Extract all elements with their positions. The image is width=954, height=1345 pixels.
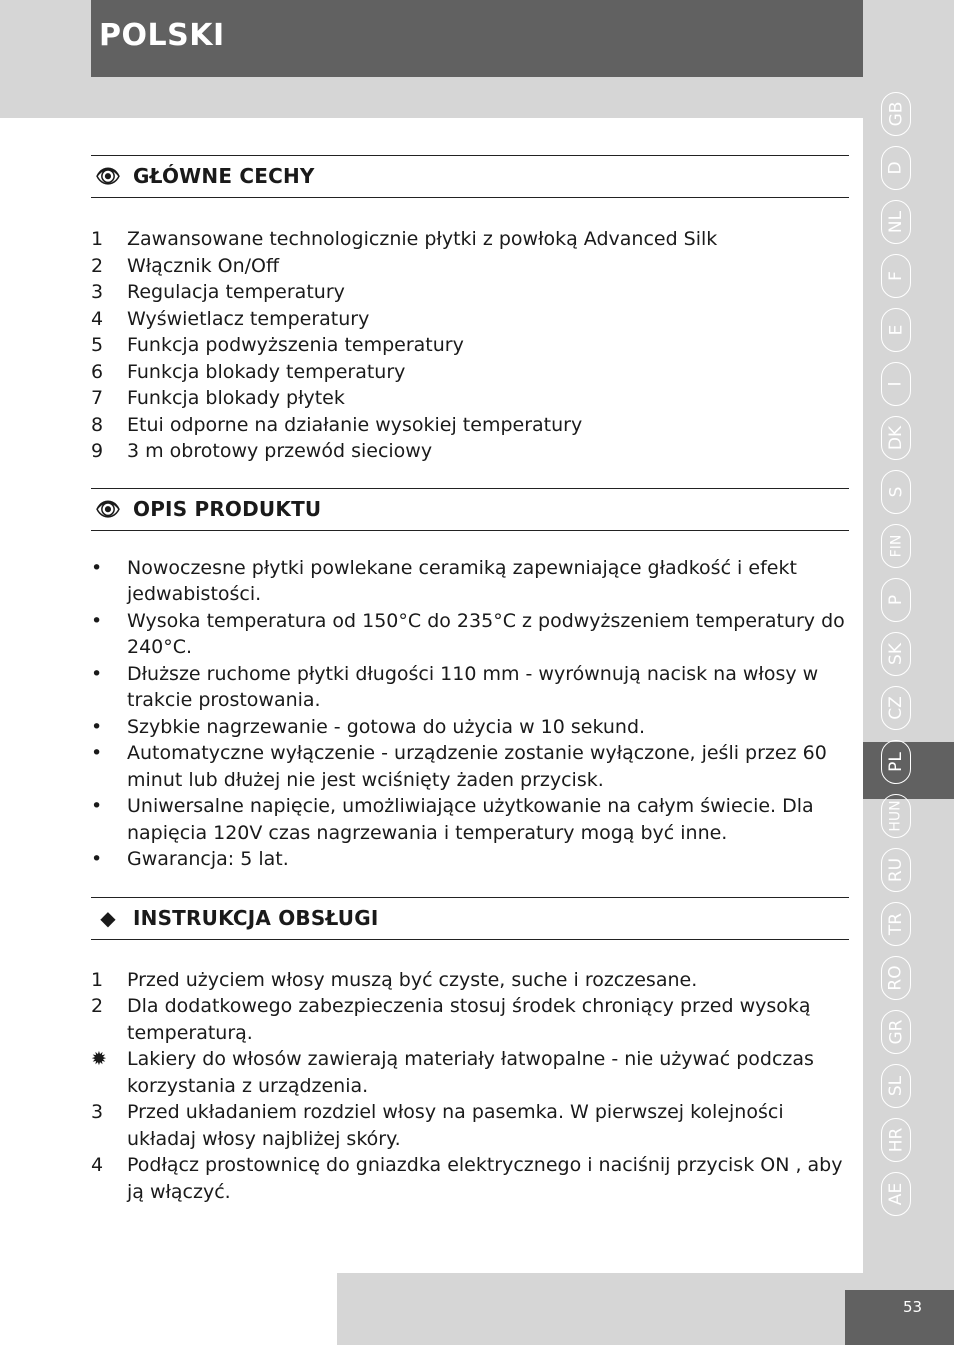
list-item: [91, 359, 849, 386]
tab-label: GB: [886, 101, 906, 127]
tab-label: SL: [885, 1075, 906, 1097]
item-text: Automatyczne wyłączenie - urządzenie zostanie wyłączone, jeśli przez 60 minut lub dłużej nie jest wciśnięty żaden przycisk.: [127, 742, 827, 791]
tab-label: FIN: [888, 534, 904, 558]
item-text: Wyświetlacz temperatury: [127, 307, 370, 330]
tab-label: HR: [885, 1127, 906, 1153]
section-main-features: [91, 155, 849, 465]
feature-list: [91, 226, 849, 465]
item-marker: •: [91, 609, 103, 632]
tab-lang-gb[interactable]: [881, 92, 911, 136]
tab-lang-hun[interactable]: [881, 794, 911, 838]
tab-label: P: [885, 594, 906, 606]
section-heading: [91, 488, 849, 531]
list-item: [91, 1152, 849, 1205]
item-text: Nowoczesne płytki powlekane ceramiką zapewniające gładkość i efekt jedwabistości.: [127, 556, 797, 605]
tab-lang-ru[interactable]: [881, 848, 911, 892]
item-marker: 6: [91, 360, 104, 383]
tab-lang-fin[interactable]: [881, 524, 911, 568]
list-item: [91, 714, 849, 741]
item-text: Włącznik On/Off: [127, 254, 280, 277]
tab-lang-ae[interactable]: [881, 1172, 911, 1216]
tab-lang-i[interactable]: [881, 362, 911, 406]
section-heading: [91, 897, 849, 940]
tab-lang-tr[interactable]: [881, 902, 911, 946]
list-item: [91, 793, 849, 846]
list-item: [91, 412, 849, 439]
item-text: Regulacja temperatury: [127, 281, 345, 303]
tab-lang-cz[interactable]: [881, 686, 911, 730]
tab-lang-e[interactable]: [881, 308, 911, 352]
tab-lang-f[interactable]: [881, 254, 911, 298]
tab-lang-hr[interactable]: [881, 1118, 911, 1162]
item-marker: •: [91, 556, 103, 579]
list-item: [91, 253, 849, 280]
item-marker: •: [91, 662, 103, 685]
page-title: POLSKI: [91, 0, 863, 77]
eye-icon: 👁: [95, 164, 121, 189]
tab-label: SK: [885, 643, 906, 665]
tab-lang-pl[interactable]: [881, 740, 911, 784]
tab-lang-dk[interactable]: [881, 416, 911, 460]
tab-label: NL: [885, 210, 906, 234]
section-title: GŁÓWNE CECHY: [133, 164, 315, 189]
item-marker: 3: [91, 1101, 104, 1123]
tab-label: PL: [885, 752, 906, 772]
item-text: Uniwersalne napięcie, umożliwiające użytkowanie na całym świecie. Dla napięcia 120V czas nagrzewania i temperatury mogą być inne.: [127, 795, 814, 844]
tab-lang-sk[interactable]: [881, 632, 911, 676]
section-title: OPIS PRODUKTU: [133, 496, 322, 521]
item-text: Lakiery do włosów zawierają materiały łatwopalne - nie używać podczas korzystania z urządzenia.: [127, 1048, 814, 1097]
tab-lang-d[interactable]: [881, 146, 911, 190]
item-text: Zawansowane technologicznie płytki z powłoką Advanced Silk: [127, 228, 718, 250]
item-marker: 8: [91, 413, 104, 436]
tab-label: DK: [886, 425, 906, 451]
section-product-description: [91, 488, 849, 873]
item-marker: 1: [91, 968, 104, 991]
list-item: [91, 1099, 849, 1152]
tab-label: RO: [885, 965, 906, 991]
section-title: INSTRUKCJA OBSŁUGI: [133, 905, 379, 930]
tab-label: AE: [886, 1182, 906, 1206]
item-text: Gwarancja: 5 lat.: [127, 848, 289, 870]
list-item: [91, 279, 849, 306]
item-text: Funkcja blokady temperatury: [127, 360, 406, 383]
list-item: [91, 608, 849, 661]
item-marker: •: [91, 795, 103, 817]
item-marker: 4: [91, 1154, 104, 1176]
tab-label: F: [886, 271, 906, 281]
list-item: [91, 438, 849, 465]
list-item: [91, 993, 849, 1046]
tab-lang-sl[interactable]: [881, 1064, 911, 1108]
tab-lang-s[interactable]: [881, 470, 911, 514]
item-text: Etui odporne na działanie wysokiej temperatury: [127, 413, 583, 436]
tab-label: CZ: [886, 696, 906, 720]
tab-label: D: [886, 161, 906, 175]
page-number: 53: [845, 1290, 954, 1345]
list-item: [91, 555, 849, 608]
item-text: Dla dodatkowego zabezpieczenia stosuj środek chroniący przed wysoką temperaturą.: [127, 995, 811, 1044]
instruction-list: [91, 967, 849, 1206]
tab-lang-gr[interactable]: [881, 1010, 911, 1054]
section-heading: [91, 155, 849, 198]
list-item: [91, 226, 849, 253]
tab-label: RU: [885, 857, 906, 883]
item-text: Funkcja podwyższenia temperatury: [127, 334, 464, 356]
item-marker: •: [91, 848, 103, 870]
list-item: [91, 967, 849, 994]
section-instructions: [91, 897, 849, 1206]
list-item: [91, 306, 849, 333]
item-text: Funkcja blokady płytek: [127, 387, 345, 409]
tab-label: HUN: [888, 800, 904, 832]
list-item: [91, 740, 849, 793]
item-marker: •: [91, 715, 103, 738]
item-marker: 2: [91, 254, 104, 277]
item-text: Przed użyciem włosy muszą być czyste, suche i rozczesane.: [127, 968, 698, 991]
tab-label: GR: [886, 1019, 906, 1045]
item-text: Dłuższe ruchome płytki długości 110 mm - wyrównują nacisk na włosy w trakcie prostowania.: [127, 662, 819, 711]
item-marker: 3: [91, 281, 104, 303]
manual-content: [91, 155, 849, 1205]
item-text: 3 m obrotowy przewód sieciowy: [127, 440, 433, 462]
tab-label: TR: [885, 912, 906, 936]
list-item: [91, 661, 849, 714]
tab-label: S: [885, 486, 906, 498]
list-item: [91, 332, 849, 359]
item-marker: 1: [91, 228, 104, 250]
tab-label: E: [886, 324, 906, 336]
item-marker: 9: [91, 440, 104, 462]
list-item: [91, 846, 849, 873]
description-list: [91, 555, 849, 873]
item-marker: 2: [91, 995, 104, 1017]
tab-lang-nl[interactable]: [881, 200, 911, 244]
tab-label: I: [885, 381, 906, 387]
item-marker: 7: [91, 387, 104, 409]
eye-icon: 👁: [95, 496, 121, 521]
item-marker: 5: [91, 334, 104, 356]
tab-lang-ro[interactable]: [881, 956, 911, 1000]
tab-lang-p[interactable]: [881, 578, 911, 622]
item-text: Podłącz prostownicę do gniazdka elektrycznego i naciśnij przycisk ON , aby ją włączyć.: [127, 1154, 843, 1203]
item-text: Wysoka temperatura od 150°C do 235°C z podwyższeniem temperatury do 240°C.: [127, 609, 845, 658]
item-text: Szybkie nagrzewanie - gotowa do użycia w 10 sekund.: [127, 715, 646, 738]
item-marker: •: [91, 742, 103, 764]
list-item: [91, 385, 849, 412]
item-text: Przed układaniem rozdziel włosy na pasemka. W pierwszej kolejności układaj włosy najbliżej skóry.: [127, 1101, 784, 1150]
item-marker: 4: [91, 307, 104, 330]
warning-diamond-icon: ◆: [100, 905, 116, 930]
list-item: [91, 1046, 849, 1099]
hazard-star-icon: ✹: [91, 1048, 107, 1070]
